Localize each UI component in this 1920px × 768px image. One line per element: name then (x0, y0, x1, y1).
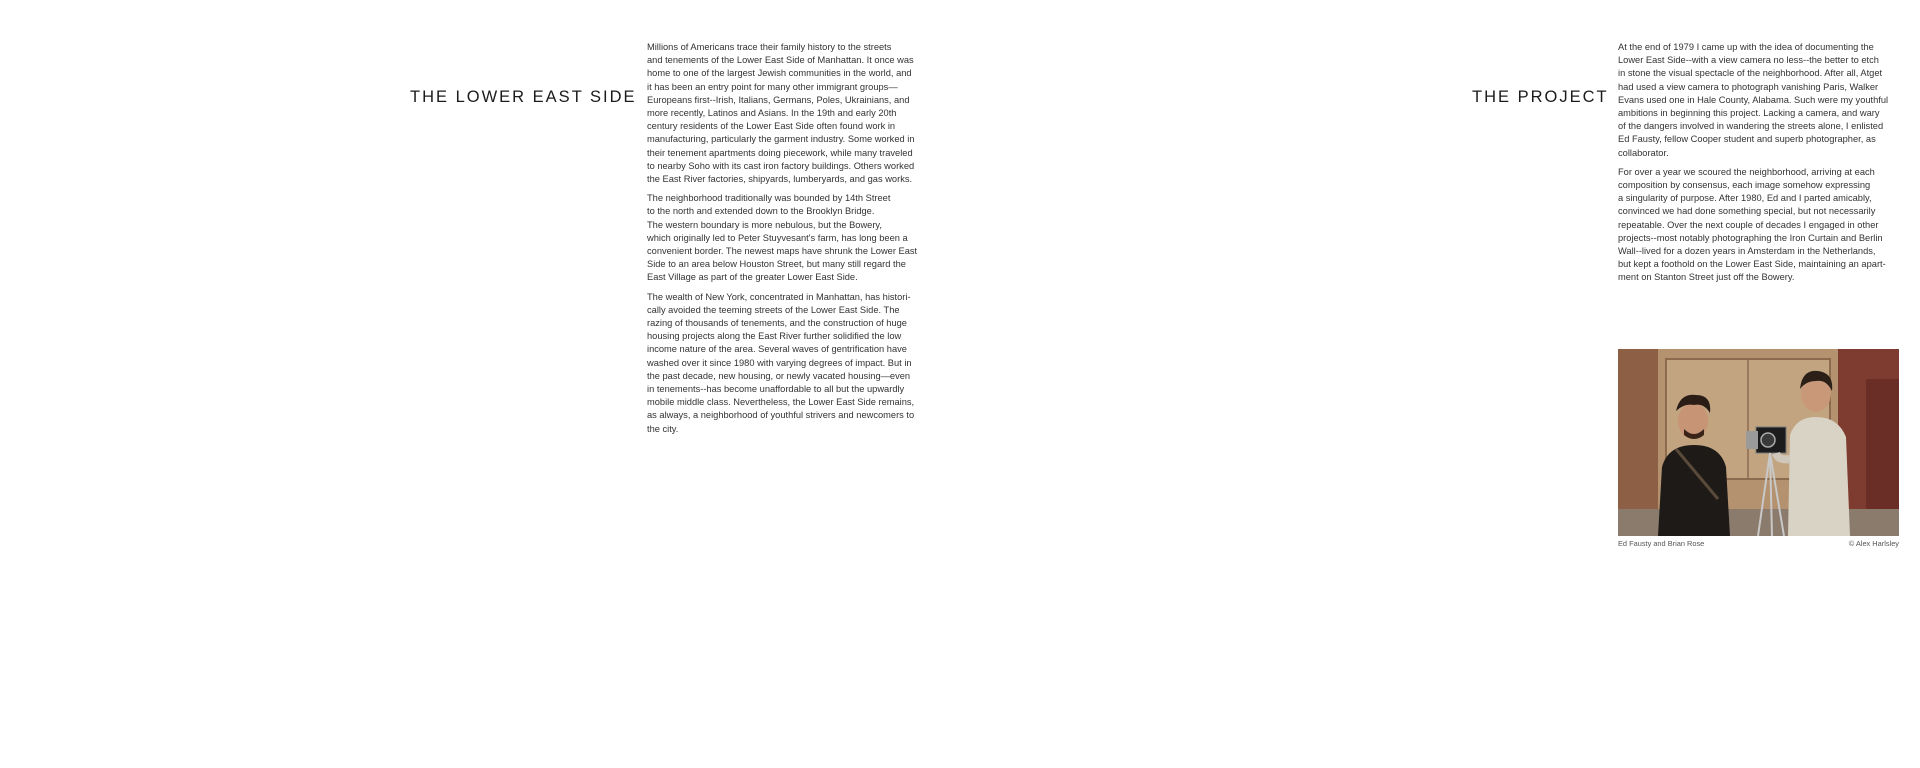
project-text (1618, 41, 1903, 291)
project-heading: THE PROJECT (1472, 88, 1609, 106)
photo-caption: Ed Fausty and Brian Rose (1618, 539, 1705, 548)
photo-figure (1618, 349, 1899, 548)
photo-caption-row (1618, 539, 1899, 548)
project-paragraph-1: At the end of 1979 I came up with the idea of documenting the Lower East Side--with a view camera no less--the better to etch in stone the visual spectacle of the neighborhood. After all, Atget had used a view camera to photograph vanishing Paris, Walker Evans used one in Hale County, Alabama. Such were my youthful ambitions in beginning this project. Lacking a camera, and wary of the dangers involved in wandering the streets alone, I enlisted Ed Fausty, fellow Cooper student and superb photographer, as collaborator. (1618, 42, 1889, 158)
lower-east-side-text (647, 41, 937, 442)
les-paragraph-2: The neighborhood traditionally was bounded by 14th Street to the north and extended down to the Brooklyn Bridge. The western boundary is more nebulous, but the Bowery, which originally led to Peter Stuyvesant's farm, has long been a convenient border. The newest maps have shrunk the Lower East Side to an area below Houston Street, but many still regard the East Village as part of the greater Lower East Side. (647, 193, 918, 283)
les-paragraph-1: Millions of Americans trace their family history to the streets and tenements of the Lower East Side of Manhattan. It once was home to one of the largest Jewish communities in the world, and it has been an entry point for many other immigrant groups— Europeans first--Irish, Italians, Germans, Poles, Ukrainians, and more recently, Latinos and Asians. In the 19th and early 20th century residents of the Lower East Side often found work in manufacturing, particularly the garment industry. Some worked in their tenement apartments doing piecework, while many traveled to nearby Soho with its cast iron factory buildings. Others worked the East River factories, shipyards, lumberyards, and gas works. (647, 42, 915, 185)
photo-credit: © Alex Harlsley (1848, 539, 1899, 548)
les-paragraph-3: The wealth of New York, concentrated in Manhattan, has histori- cally avoided the teeming streets of the Lower East Side. The razing of thousands of tenements, and the construction of huge housing projects along the East River further solidified the low income nature of the area. Several waves of gentrification have washed over it since 1980 with varying degrees of impact. But in the past decade, new housing, or newly vacated housing—even in tenements--has become unaffordable to all but the upwardly mobile middle class. Nevertheless, the Lower East Side remains, as always, a neighborhood of youthful strivers and newcomers to the city. (647, 291, 915, 434)
project-paragraph-2: For over a year we scoured the neighborhood, arriving at each composition by consensus, each image somehow expressing a singularity of purpose. After 1980, Ed and I parted amicably, convinced we had done something special, but not necessarily repeatable. Over the next couple of decades I engaged in other projects--most notably photographing the Iron Curtain and Berlin Wall--lived for a dozen years in Amsterdam in the Netherlands, but kept a foothold on the Lower East Side, maintaining an apart- ment on Stanton Street just off the Bowery. (1618, 166, 1886, 283)
photographers-photo (1618, 349, 1899, 536)
lower-east-side-heading: THE LOWER EAST SIDE (410, 88, 637, 106)
